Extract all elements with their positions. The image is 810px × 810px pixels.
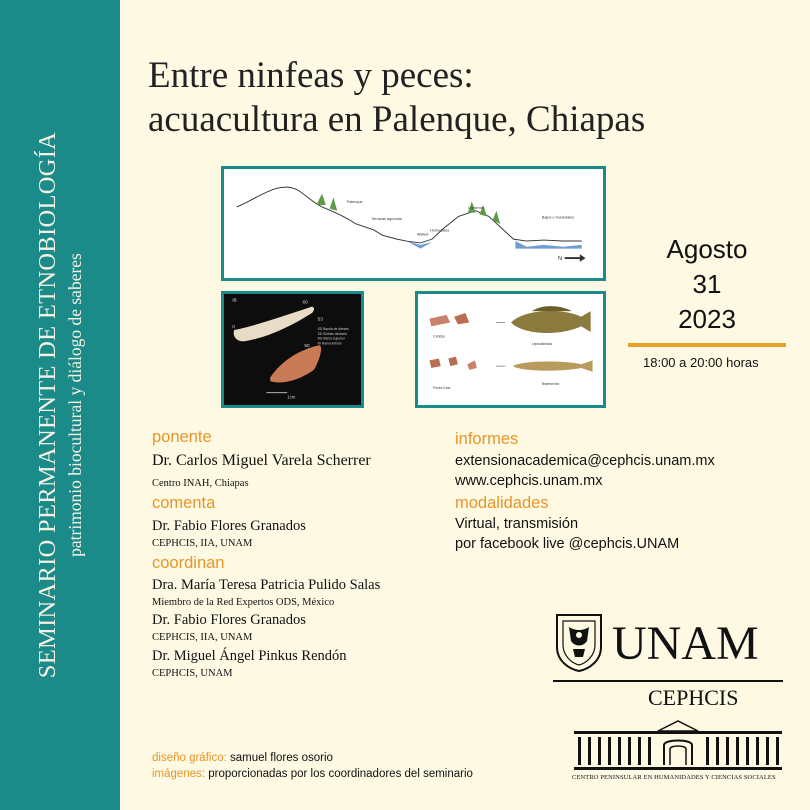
- modalidades-heading: modalidades: [455, 494, 549, 512]
- bone-label-53: 53: [317, 317, 323, 323]
- comenta-heading: comenta: [152, 494, 216, 512]
- bone-legend-1: SD Banda de dientes: [317, 327, 349, 332]
- design-credit: [152, 752, 333, 764]
- cephcis-fullname: CENTRO PENINSULAR EN HUMANIDADES Y CIENCIAS SOCIALES: [572, 774, 776, 781]
- coordinator-affiliation: CEPHCIS, IIA, UNAM: [152, 632, 253, 643]
- ponente-name: Dr. Carlos Miguel Varela Scherrer: [152, 452, 371, 469]
- coordinator-affiliation: Miembro de la Red Expertos ODS, México: [152, 597, 335, 608]
- ponente-affiliation: Centro INAH, Chiapas: [152, 478, 249, 489]
- design-credit-value: samuel flores osorio: [230, 752, 333, 764]
- fish-bone-drawing: [224, 294, 361, 405]
- date-day: 31: [692, 269, 722, 299]
- fish-label-ciclidos: Cíclidos: [433, 334, 445, 339]
- landscape-profile-drawing: [224, 169, 603, 278]
- north-label: N: [558, 255, 563, 262]
- images-credit-label: imágenes:: [152, 768, 206, 780]
- coordinator-name: Dr. Fabio Flores Granados: [152, 612, 306, 628]
- coordinator-name: Dra. María Teresa Patricia Pulido Salas: [152, 577, 381, 593]
- bone-label-ii: II: [232, 325, 235, 331]
- fish-label-lepis: Lepisosteidos: [531, 342, 553, 347]
- logo-divider: [553, 680, 783, 682]
- comenta-affiliation: CEPHCIS, IIA, UNAM: [152, 538, 253, 549]
- date-divider: [628, 343, 786, 347]
- bone-legend-3: RS Rama superior: [317, 336, 345, 341]
- cephcis-wordmark: CEPHCIS: [648, 685, 739, 710]
- seminar-title: SEMINARIO PERMANENTE DE ETNOBIOLOGÍA: [34, 131, 61, 679]
- seminar-subtitle: patrimonio biocultural y diálogo de saberes: [65, 253, 85, 557]
- comenta-name: Dr. Fabio Flores Granados: [152, 518, 306, 534]
- bone-label-60a: 60: [302, 300, 308, 306]
- sidebar-text: [34, 25, 86, 785]
- north-arrow-icon: [565, 254, 586, 262]
- unam-wordmark: UNAM: [612, 617, 759, 670]
- modality-line2: por facebook live @cephcis.UNAM: [455, 536, 680, 552]
- bone-label-ib: IB: [232, 298, 237, 304]
- fish-bone-figure: [221, 291, 364, 408]
- design-credit-label: diseño gráfico:: [152, 752, 227, 764]
- date-year: 2023: [678, 304, 736, 334]
- coordinator-affiliation: CEPHCIS, UNAM: [152, 668, 233, 679]
- bone-label-50: 50: [304, 344, 310, 350]
- event-title-line2: acuacultura en Palenque, Chiapas: [148, 99, 646, 140]
- cephcis-building-icon: [572, 719, 784, 773]
- sidebar-band: [0, 0, 120, 810]
- label-bajos: Bajos o humedales: [541, 215, 575, 220]
- label-walled: Walled: [416, 232, 429, 237]
- ponente-heading: ponente: [152, 428, 212, 446]
- website-link[interactable]: www.cephcis.unam.mx: [455, 473, 603, 489]
- event-title-line1: Entre ninfeas y peces:: [148, 55, 474, 96]
- bone-legend-4: RI Rama inferior: [317, 341, 342, 346]
- label-lomerios: Lomeríos: [468, 205, 484, 210]
- event-date: [632, 232, 782, 337]
- event-hours: 18:00 a 20:00 horas: [643, 355, 759, 370]
- modality-line1: Virtual, transmisión: [455, 516, 579, 532]
- images-credit-value: proporcionadas por los coordinadores del seminario: [208, 768, 473, 780]
- label-terrazas: Terrazas agrícolas: [371, 217, 403, 222]
- label-humedales: Humedales: [430, 228, 450, 233]
- bone-legend-2: SD Sínfisis dentaria: [317, 331, 347, 336]
- scale-label: 1cm: [287, 394, 296, 400]
- unam-shield-icon: [553, 611, 605, 673]
- event-title: [148, 54, 645, 142]
- contact-email-link[interactable]: extensionacademica@cephcis.unam.mx: [455, 453, 715, 469]
- fish-label-gato: Peces Gato: [433, 385, 451, 390]
- landscape-profile-figure: [221, 166, 606, 281]
- coordinator-name: Dr. Miguel Ángel Pinkus Rendón: [152, 648, 347, 664]
- images-credit: [152, 768, 473, 780]
- fish-species-figure: [415, 291, 606, 408]
- label-palenque: Palenque: [346, 200, 363, 205]
- fish-species-drawing: [418, 294, 603, 405]
- date-month: Agosto: [666, 234, 748, 264]
- coordinan-heading: coordinan: [152, 554, 225, 572]
- fish-label-tepe: Tepemechín: [541, 382, 560, 387]
- informes-heading: informes: [455, 430, 519, 448]
